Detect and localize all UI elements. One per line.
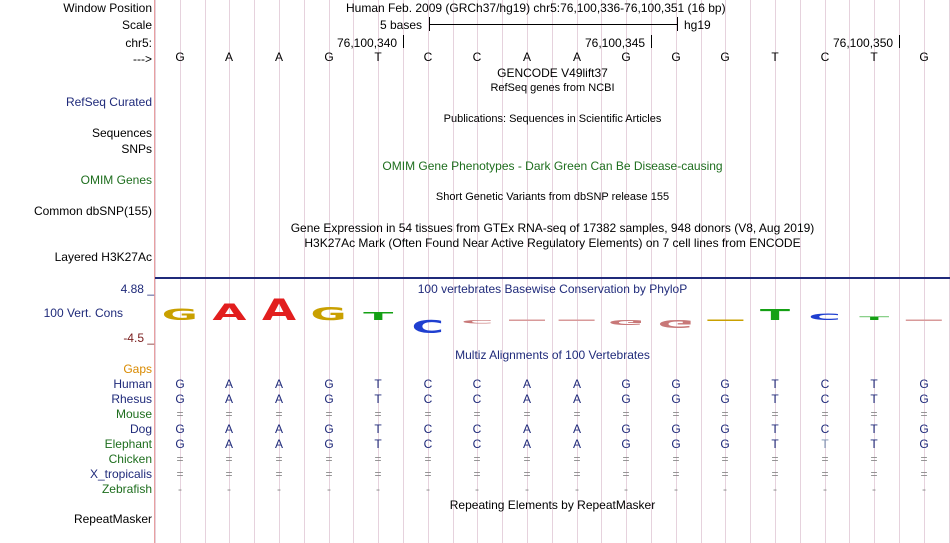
aligned-base: = [275,452,283,466]
aligned-base: = [771,407,779,421]
aligned-base: = [721,407,729,421]
aligned-base: = [325,467,333,481]
aligned-base: - [773,482,777,496]
aligned-base: A [274,422,283,436]
reference-base: T [771,50,779,64]
gtex-track-title[interactable]: Gene Expression in 54 tissues from GTEx RNA-seq of 17382 samples, 948 donors (V8, Aug 2019) [290,221,815,235]
aligned-base: G [621,377,631,391]
scale-label: Scale [121,18,152,32]
aligned-base: - [475,482,479,496]
conservation-mark [707,320,743,322]
scale-value: 5 bases [380,18,423,32]
reference-base: G [919,50,929,64]
aligned-base: = [225,407,233,421]
dbsnp-track-title[interactable]: Short Genetic Variants from dbSNP release 155 [435,191,670,203]
aligned-base: = [424,407,432,421]
aligned-base: = [424,467,432,481]
aligned-base: = [374,467,382,481]
aligned-base: - [723,482,727,496]
aligned-base: = [523,452,531,466]
aligned-base: A [572,392,581,406]
aligned-base: = [473,467,481,481]
species-label[interactable]: Human [113,377,152,391]
aligned-base: = [672,452,680,466]
refseq-curated-label[interactable]: RefSeq Curated [65,95,152,109]
aligned-base: = [275,407,283,421]
reference-base: A [522,50,531,64]
aligned-base: = [374,407,382,421]
omim-genes-label[interactable]: OMIM Genes [80,173,152,187]
aligned-base: G [671,422,681,436]
aligned-base: T [821,437,829,451]
aligned-base: C [423,422,433,436]
position-tick [651,35,652,48]
aligned-base: C [472,437,482,451]
aligned-base: = [523,467,531,481]
reference-base: T [374,50,382,64]
aligned-base: = [622,452,630,466]
reference-base: G [324,50,334,64]
aligned-base: G [324,392,334,406]
gaps-label[interactable]: Gaps [123,362,152,376]
conservation-mark: T [759,306,791,324]
aligned-base: A [572,437,581,451]
aligned-base: T [374,392,382,406]
aligned-base: = [325,452,333,466]
aligned-base: = [573,407,581,421]
aligned-base: = [424,452,432,466]
aligned-base: C [423,437,433,451]
species-label[interactable]: Dog [129,422,152,436]
aligned-base: = [821,407,829,421]
aligned-base: G [175,377,185,391]
aligned-base: T [870,377,878,391]
aligned-base: - [376,482,380,496]
aligned-base: = [771,467,779,481]
aligned-base: = [176,467,184,481]
conservation-mark: G [608,318,645,327]
aligned-base: C [820,377,830,391]
refseq-track-subtitle[interactable]: RefSeq genes from NCBI [490,82,615,94]
aligned-base: T [374,437,382,451]
aligned-base: C [472,422,482,436]
reference-base: C [472,50,482,64]
species-label[interactable]: Rhesus [111,392,152,406]
conservation-mark [906,320,942,322]
position-tick-label: 76,100,340 [337,36,398,50]
species-label[interactable]: Chicken [108,452,152,466]
aligned-base: = [573,452,581,466]
aligned-base: A [274,437,283,451]
aligned-base: G [720,422,730,436]
aligned-base: G [671,377,681,391]
conservation-mark: T [363,310,394,323]
aligned-base: A [522,392,531,406]
phylop-logo [155,290,950,338]
aligned-base: G [621,437,631,451]
aligned-base: = [622,407,630,421]
aligned-base: A [224,377,233,391]
aligned-base: G [324,437,334,451]
aligned-base: - [624,482,628,496]
aligned-base: G [720,377,730,391]
aligned-base: G [720,392,730,406]
aligned-base: G [919,422,929,436]
aligned-base: T [870,392,878,406]
aligned-base: = [771,452,779,466]
conservation-mark: G [657,317,694,330]
aligned-base: - [426,482,430,496]
track-separator [155,277,950,279]
aligned-base: C [820,392,830,406]
aligned-base: T [771,422,779,436]
aligned-base: = [523,407,531,421]
aligned-base: = [275,467,283,481]
aligned-base: = [225,452,233,466]
aligned-base: A [522,422,531,436]
aligned-base: = [821,452,829,466]
aligned-base: - [227,482,231,496]
reference-base: A [224,50,233,64]
aligned-base: A [572,422,581,436]
aligned-base: = [573,467,581,481]
aligned-base: A [522,437,531,451]
aligned-base: = [176,452,184,466]
aligned-base: = [672,407,680,421]
conservation-mark: G [310,303,347,325]
aligned-base: - [277,482,281,496]
aligned-base: = [672,467,680,481]
omim-track-title[interactable]: OMIM Gene Phenotypes - Dark Green Can Be Disease-causing [382,159,723,173]
aligned-base: T [771,437,779,451]
reference-base: C [423,50,433,64]
conservation-mark: C [461,318,494,324]
phylop-track-title[interactable]: 100 vertebrates Basewise Conservation by PhyloP [417,282,688,296]
aligned-base: = [473,452,481,466]
aligned-base: A [274,377,283,391]
common-dbsnp-label[interactable]: Common dbSNP(155) [33,204,152,218]
species-label[interactable]: Mouse [115,407,152,421]
aligned-base: C [472,392,482,406]
aligned-base: A [224,422,233,436]
aligned-base: = [225,467,233,481]
aligned-base: - [674,482,678,496]
aligned-base: = [920,407,928,421]
aligned-base: G [919,437,929,451]
h3k27ac-track-title[interactable]: H3K27Ac Mark (Often Found Near Active Regulatory Elements) on 7 cell lines from ENCODE [304,236,801,250]
scale-bar [429,17,679,31]
aligned-base: - [575,482,579,496]
chrom-label: chr5: [125,36,152,50]
aligned-base: - [178,482,182,496]
conservation-mark [509,320,545,322]
window-position-value: Human Feb. 2009 (GRCh37/hg19) chr5:76,100,336-76,100,351 (16 bp) [346,1,726,15]
aligned-base: = [870,407,878,421]
position-tick [403,35,404,48]
conservation-mark [559,320,595,322]
sequences-label[interactable]: Sequences [91,126,152,140]
position-tick-label: 76,100,350 [833,36,894,50]
aligned-base: T [870,422,878,436]
aligned-base: = [870,452,878,466]
repeatmasker-label[interactable]: RepeatMasker [73,512,152,526]
publications-track-title[interactable]: Publications: Sequences in Scientific Articles [443,113,662,125]
aligned-base: = [176,407,184,421]
reference-base: G [621,50,631,64]
aligned-base: = [870,467,878,481]
aligned-base: C [472,377,482,391]
aligned-base: G [720,437,730,451]
species-label[interactable]: X_tropicalis [89,467,152,481]
aligned-base: G [324,422,334,436]
position-tick [899,35,900,48]
aligned-base: G [671,392,681,406]
scale-assembly: hg19 [684,18,711,32]
aligned-base: A [224,392,233,406]
aligned-base: T [374,422,382,436]
reference-base: A [572,50,581,64]
aligned-base: T [374,377,382,391]
aligned-base: = [622,467,630,481]
gencode-track-title[interactable]: GENCODE V49lift37 [497,66,608,80]
vert-cons-label[interactable]: 100 Vert. Cons [43,306,123,320]
aligned-base: A [572,377,581,391]
conservation-mark: C [808,312,841,323]
cons-max-label: 4.88 _ [120,282,154,296]
aligned-base: - [525,482,529,496]
aligned-base: - [872,482,876,496]
aligned-base: C [820,422,830,436]
aligned-base: = [721,452,729,466]
window-position-label: Window Position [63,1,152,15]
aligned-base: G [919,377,929,391]
aligned-base: G [175,392,185,406]
aligned-base: = [920,452,928,466]
multiz-track-title[interactable]: Multiz Alignments of 100 Vertebrates [455,348,650,362]
reference-base: C [820,50,830,64]
aligned-base: G [175,422,185,436]
aligned-base: A [522,377,531,391]
aligned-base: = [721,467,729,481]
aligned-base: = [325,407,333,421]
aligned-base: G [175,437,185,451]
aligned-base: T [771,377,779,391]
reference-base: T [870,50,878,64]
conservation-mark: A [212,300,247,326]
aligned-base: - [823,482,827,496]
reference-base: A [274,50,283,64]
snps-label[interactable]: SNPs [121,142,152,156]
conservation-mark: A [261,292,297,328]
aligned-base: T [870,437,878,451]
aligned-base: C [423,392,433,406]
aligned-base: = [374,452,382,466]
species-label[interactable]: Zebrafish [101,482,152,496]
aligned-base: G [324,377,334,391]
aligned-base: T [771,392,779,406]
aligned-base: G [621,422,631,436]
aligned-base: A [224,437,233,451]
conservation-mark: C [411,315,444,337]
position-tick-label: 76,100,345 [585,36,646,50]
species-label[interactable]: Elephant [104,437,152,451]
repeatmasker-track-title[interactable]: Repeating Elements by RepeatMasker [449,498,656,512]
conservation-mark: T [859,316,890,322]
aligned-base: - [327,482,331,496]
layered-h3k27ac-label[interactable]: Layered H3K27Ac [54,250,152,264]
aligned-base: - [922,482,926,496]
aligned-base: G [671,437,681,451]
conservation-mark: G [161,304,198,324]
strand-label: ---> [133,52,152,66]
aligned-base: A [274,392,283,406]
reference-base: G [671,50,681,64]
reference-base: G [175,50,185,64]
cons-min-label: -4.5 _ [123,331,154,345]
aligned-base: G [919,392,929,406]
aligned-base: G [621,392,631,406]
aligned-base: = [920,467,928,481]
aligned-base: = [473,407,481,421]
aligned-base: = [821,467,829,481]
aligned-base: C [423,377,433,391]
reference-base: G [720,50,730,64]
